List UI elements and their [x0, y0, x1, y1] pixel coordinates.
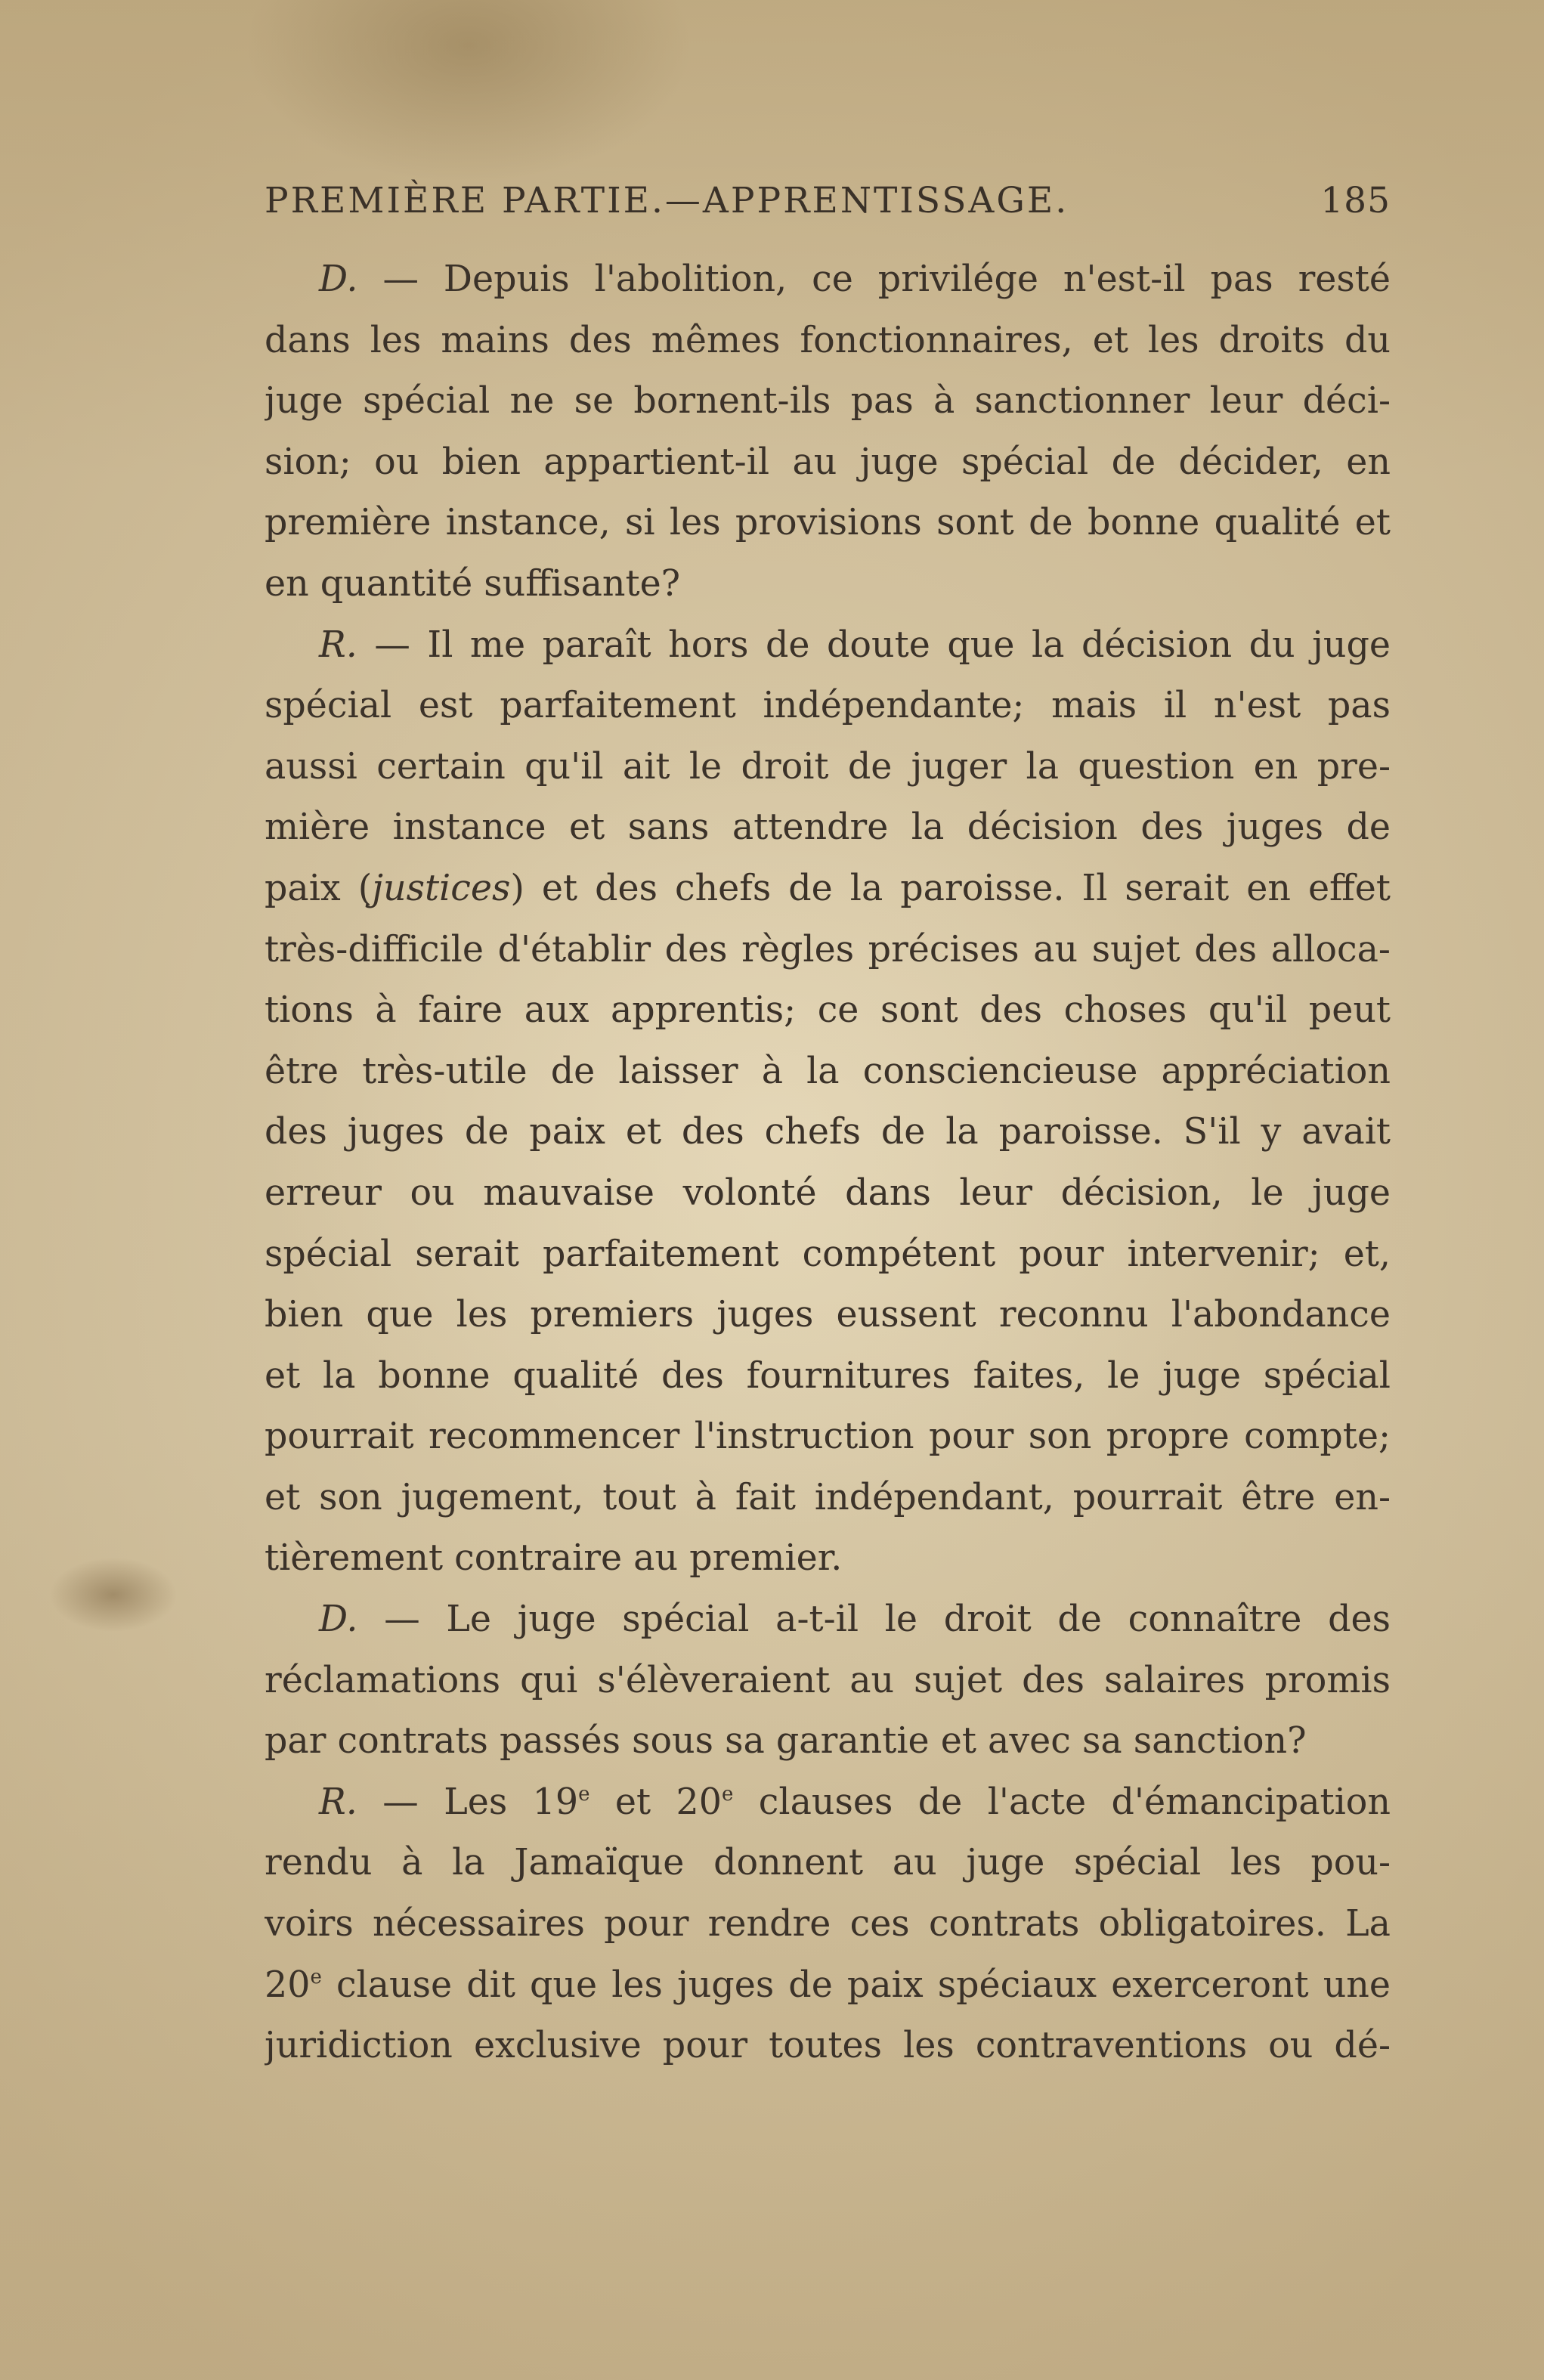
speaker-label: R. — [319, 624, 357, 666]
ordinal-superscript: e — [578, 1782, 590, 1806]
running-head — [265, 180, 1391, 233]
body-text — [265, 249, 1391, 2077]
text-line: R. — Les 19e et 20e clauses de l'acte d'émancipation — [319, 1781, 1391, 1823]
text-line: et son jugement, tout à fait indépendant, pourrait être en- — [265, 1476, 1391, 1518]
text-line: sion; ou bien appartient-il au juge spécial de décider, en — [265, 441, 1391, 483]
text-line: erreur ou mauvaise volonté dans leur décision, le juge — [265, 1171, 1391, 1214]
text-line: tièrement contraire au premier. — [265, 1537, 843, 1580]
text-line: en quantité suffisante? — [265, 562, 681, 605]
speaker-label: R. — [319, 1781, 357, 1823]
text-line: D. — Le juge spécial a-t-il le droit de connaître des — [319, 1599, 1391, 1641]
text-line: spécial serait parfaitement compétent pour intervenir; et, — [265, 1233, 1391, 1275]
ordinal-superscript: e — [721, 1782, 734, 1806]
speaker-label: D. — [319, 1599, 358, 1641]
text-line: voirs nécessaires pour rendre ces contrats obligatoires. La — [265, 1903, 1391, 1945]
text-line: rendu à la Jamaïque donnent au juge spécial les pou- — [265, 1842, 1391, 1884]
text-line: et la bonne qualité des fournitures faites, le juge spécial — [265, 1354, 1391, 1397]
text-line: pourrait recommencer l'instruction pour son propre compte; — [265, 1416, 1391, 1458]
text-line: première instance, si les provisions sont de bonne qualité et — [265, 502, 1391, 544]
running-head-title: PREMIÈRE PARTIE.—APPRENTISSAGE. — [265, 180, 1069, 221]
text-line: mière instance et sans attendre la décision des juges de — [265, 806, 1391, 849]
text-line: dans les mains des mêmes fonctionnaires, et les droits du — [265, 319, 1391, 361]
text-line: D. — Depuis l'abolition, ce privilége n'est-il pas resté — [319, 258, 1391, 300]
text-line: juridiction exclusive pour toutes les contraventions ou dé- — [265, 2025, 1391, 2067]
text-line: très-difficile d'établir des règles précises au sujet des alloca- — [265, 928, 1391, 970]
text-line: réclamations qui s'élèveraient au sujet des salaires promis — [265, 1659, 1391, 1701]
italic-term: justices — [372, 867, 511, 909]
page-number: 185 — [1320, 180, 1391, 221]
text-line: des juges de paix et des chefs de la paroisse. S'il y avait — [265, 1111, 1391, 1153]
text-line: par contrats passés sous sa garantie et avec sa sanction? — [265, 1720, 1307, 1763]
text-line: tions à faire aux apprentis; ce sont des choses qu'il peut — [265, 989, 1391, 1032]
text-line: être très-utile de laisser à la consciencieuse appréciation — [265, 1050, 1391, 1092]
text-line: paix (justices) et des chefs de la paroisse. Il serait en effet — [265, 867, 1391, 909]
text-line: bien que les premiers juges eussent reconnu l'abondance — [265, 1294, 1391, 1336]
text-line: 20e clause dit que les juges de paix spéciaux exerceront une — [265, 1964, 1391, 2006]
speaker-label: D. — [319, 258, 358, 300]
text-line: juge spécial ne se bornent-ils pas à sanctionner leur déci- — [265, 380, 1391, 422]
text-line: aussi certain qu'il ait le droit de juger la question en pre- — [265, 745, 1391, 788]
text-line: spécial est parfaitement indépendante; mais il n'est pas — [265, 685, 1391, 727]
text-line: R. — Il me paraît hors de doute que la décision du juge — [319, 624, 1391, 666]
ordinal-superscript: e — [310, 1965, 322, 1988]
